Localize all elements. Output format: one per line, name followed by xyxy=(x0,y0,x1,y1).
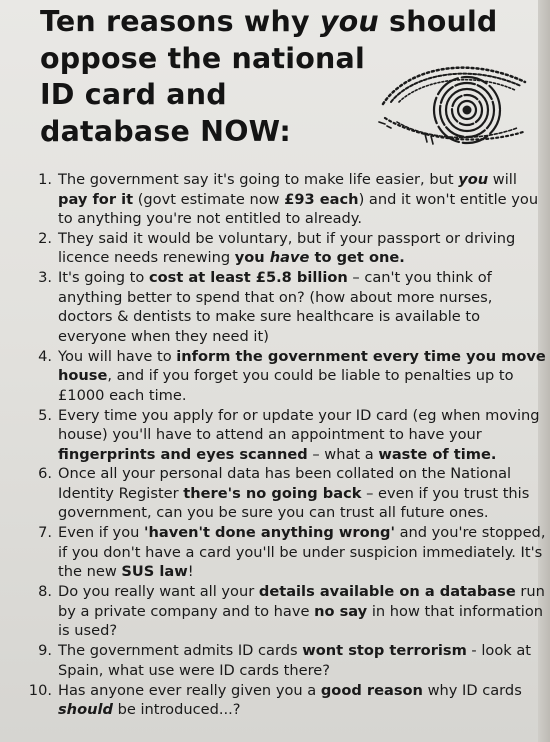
headline-line-2: oppose the national xyxy=(40,41,365,75)
reason-text: be introduced...? xyxy=(112,701,241,719)
headline-line-4: database NOW: xyxy=(40,114,291,148)
reason-emphasis: have xyxy=(269,249,310,267)
reason-number: 5. xyxy=(38,406,52,424)
reason-text: They said it would be voluntary, but if your passport or driving licence needs renewing xyxy=(58,229,516,267)
reason-text: (govt estimate now xyxy=(133,190,285,208)
reason-item xyxy=(16,681,548,720)
reason-text: Once all your personal data has been collated on the National Identity Register xyxy=(58,465,512,502)
reason-item xyxy=(16,582,548,641)
reason-item xyxy=(16,641,548,680)
reason-text: Even if you xyxy=(58,524,145,542)
reason-text: - look at Spain, what use were ID cards there? xyxy=(58,642,532,679)
reason-emphasis: 'haven't done anything wrong' xyxy=(144,524,395,542)
reason-emphasis: pay for it xyxy=(58,190,134,208)
reason-text: , and if you forget you could be liable to penalties up to £1000 each time. xyxy=(58,367,514,404)
headline-line-3: ID card and xyxy=(40,78,227,111)
reason-text: why ID cards xyxy=(422,681,522,699)
reason-emphasis: cost at least £5.8 billion xyxy=(148,269,348,287)
reason-text: You will have to xyxy=(58,347,177,365)
reason-text: It's going to xyxy=(58,269,149,287)
reason-item xyxy=(16,347,548,406)
reason-text: The government admits ID cards xyxy=(58,642,303,660)
reason-item xyxy=(16,406,548,465)
reason-text: – even if you trust this government, can you be sure you can trust all future ones. xyxy=(58,484,530,522)
reason-number: 4. xyxy=(38,347,52,365)
reason-text: will xyxy=(488,171,517,188)
reason-emphasis: waste of time. xyxy=(378,445,497,463)
reason-emphasis: to get one. xyxy=(309,249,405,267)
reason-text: Do you really want all your xyxy=(58,583,259,601)
reason-number: 2. xyxy=(38,229,52,247)
reason-item xyxy=(16,464,548,523)
reason-item xyxy=(16,170,548,229)
reason-number: 9. xyxy=(38,642,52,660)
headline-line-1: Ten reasons why you should xyxy=(40,5,498,38)
reason-number: 1. xyxy=(38,171,52,188)
reason-item xyxy=(16,523,548,582)
reason-text: ) and it won't entitle you to anything you're not entitled to already. xyxy=(58,190,539,227)
reason-emphasis: details available on a database xyxy=(258,583,516,601)
reason-number: 10. xyxy=(28,681,52,699)
reason-emphasis: inform the government every time you move house xyxy=(58,347,546,385)
reason-number: 3. xyxy=(38,269,52,287)
reason-emphasis: wont stop terrorism xyxy=(302,642,467,660)
reason-emphasis: £93 each xyxy=(284,190,359,208)
reason-text: run by a private company and to have xyxy=(58,583,545,620)
reason-emphasis: you xyxy=(234,249,270,267)
reason-number: 7. xyxy=(38,524,52,542)
reason-text: Has anyone ever really given you a xyxy=(58,681,321,699)
reason-emphasis: there's no going back xyxy=(183,484,362,502)
reason-item xyxy=(16,229,548,268)
reason-text: ! xyxy=(187,563,194,581)
reason-text: in how that information is used? xyxy=(58,602,544,640)
reason-emphasis: SUS law xyxy=(121,563,188,581)
reason-item xyxy=(16,268,548,346)
reason-emphasis: good reason xyxy=(320,681,423,699)
reason-emphasis: you xyxy=(458,171,489,188)
reason-emphasis: fingerprints and eyes scanned xyxy=(58,445,308,463)
reason-text: The government say it's going to make life easier, but xyxy=(58,171,459,188)
fingerprint-eye-icon xyxy=(375,52,530,152)
reason-text: – can't you think of anything better to spend that on? (how about more nurses, doctors & dentists to make sure healthcare is available to everyone when they need it) xyxy=(58,269,493,345)
headline-emphasis: you xyxy=(319,5,379,38)
reason-text: Every time you apply for or update your ID card (eg when moving house) you'll have to attend an appointment to have your xyxy=(58,406,540,444)
reason-text: and you're stopped, if you don't have a card you'll be under suspicion immediately. It's the new xyxy=(58,524,546,581)
reason-number: 8. xyxy=(38,583,52,601)
reason-emphasis: no say xyxy=(314,602,368,620)
reason-number: 6. xyxy=(38,465,52,483)
reason-text: – what a xyxy=(307,445,379,463)
reasons-list xyxy=(16,170,548,720)
reason-emphasis: should xyxy=(58,701,113,719)
